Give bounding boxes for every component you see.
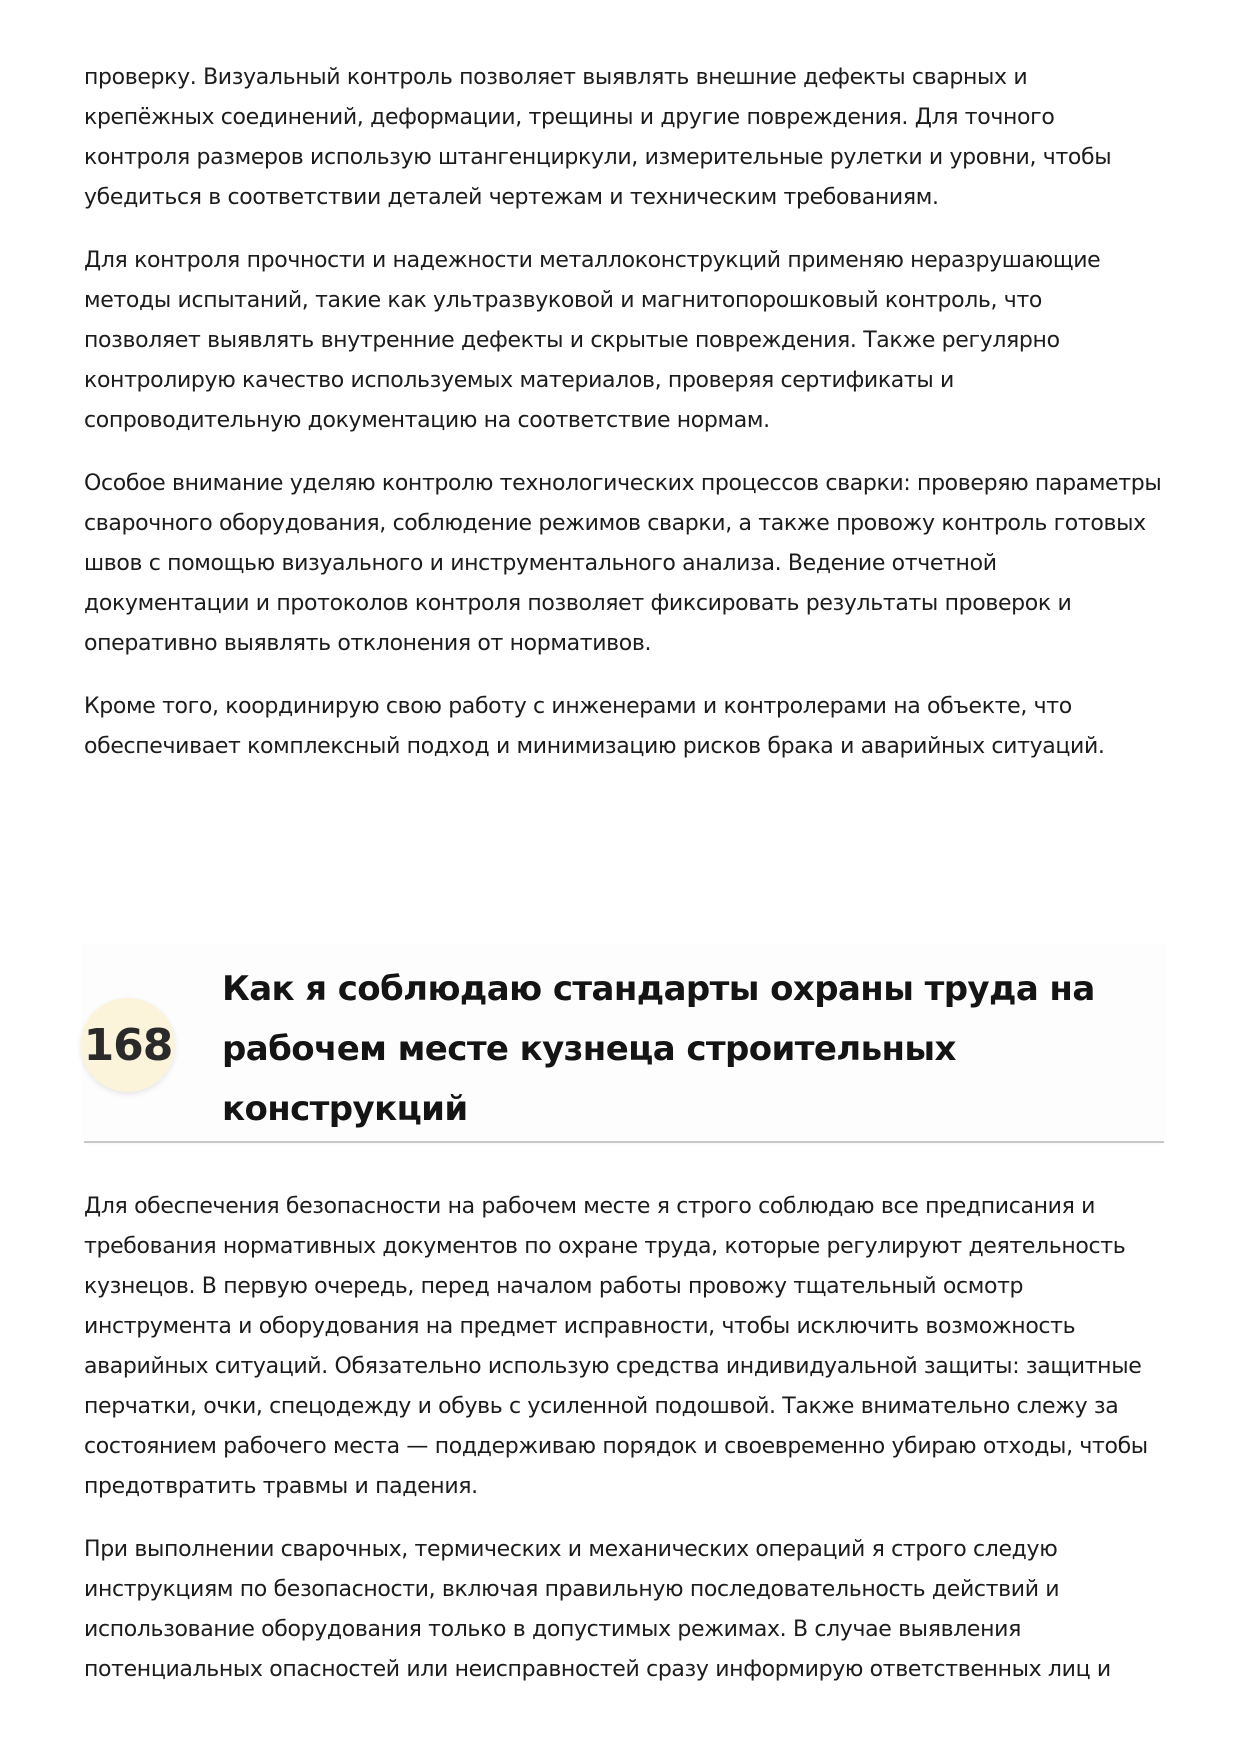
paragraph: проверку. Визуальный контроль позволяет выявлять внешние дефекты сварных и крепёжных соединений, деформации, трещины и другие повреждения. Для точного контроля размеров использую штангенциркули, измерительные рулетки и уровни, чтобы убедиться в соответствии деталей чертежам и техническим требованиям.: [84, 65, 1112, 210]
paragraph: Для контроля прочности и надежности металлоконструкций применяю неразрушающие методы испытаний, такие как ультразвуковой и магнитопорошковый контроль, что позволяет выявлять внутренние дефекты и скрытые повреждения. Также регулярно контролирую качество используемых материалов, проверяя сертификаты и сопроводительную документацию на соответствие нормам.: [84, 248, 1101, 433]
paragraph: Для обеспечения безопасности на рабочем месте я строго соблюдаю все предписания и требования нормативных документов по охране труда, которые регулируют деятельность кузнецов. В первую очередь, перед началом работы провожу тщательный осмотр инструмента и оборудования на предмет исправности, чтобы исключить возможность аварийных ситуаций. Обязательно использую средства индивидуальной защиты: защитные перчатки, очки, спецодежду и обувь с усиленной подошвой. Также внимательно слежу за состоянием рабочего места — поддерживаю порядок и своевременно убираю отходы, чтобы предотвратить травмы и падения.: [84, 1194, 1148, 1499]
section-number-badge: [81, 998, 175, 1092]
previous-section-body: [84, 58, 1164, 790]
paragraph: Кроме того, координирую свою работу с инженерами и контролерами на объекте, что обеспечивает комплексный подход и минимизацию рисков брака и аварийных ситуаций.: [84, 694, 1105, 759]
section-number: 168: [83, 1019, 173, 1071]
section-header: [84, 945, 1164, 1143]
paragraph: При выполнении сварочных, термических и механических операций я строго следую инструкциям по безопасности, включая правильную последовательность действий и использование оборудования только в допустимых режимах. В случае выявления потенциальных опасностей или неисправностей сразу информирую ответственных лиц и: [84, 1537, 1111, 1682]
section-body: [84, 1187, 1164, 1713]
paragraph: Особое внимание уделяю контролю технологических процессов сварки: проверяю параметры сварочного оборудования, соблюдение режимов сварки, а также провожу контроль готовых швов с помощью визуального и инструментального анализа. Ведение отчетной документации и протоколов контроля позволяет фиксировать результаты проверок и оперативно выявлять отклонения от нормативов.: [84, 471, 1162, 656]
section-title: Как я соблюдаю стандарты охраны труда на рабочем месте кузнеца строительных конструкций: [222, 969, 1095, 1129]
